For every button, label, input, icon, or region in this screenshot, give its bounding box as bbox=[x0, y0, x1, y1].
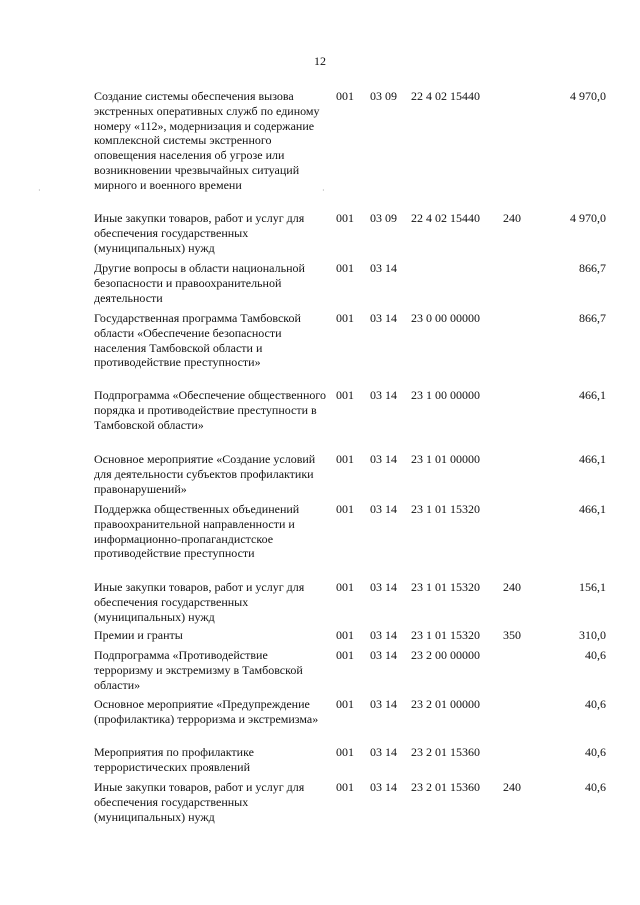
cell-sec: 03 14 bbox=[370, 580, 397, 594]
cell-sec: 03 14 bbox=[370, 388, 397, 402]
cell-adm: 001 bbox=[336, 697, 354, 711]
scan-dot: · bbox=[322, 186, 325, 195]
cell-name: Создание системы обеспечения вызова экстренных оперативных служб по единому номеру «112», модернизация и содержание комплексной системы экстренного оповещения населения об угрозе или возникновении чрезвычайных ситуаций мирного и военного времени bbox=[94, 89, 320, 192]
cell-sum: 466,1 bbox=[579, 388, 606, 402]
cell-sec: 03 14 bbox=[370, 697, 397, 711]
cell-prg: 22 4 02 15440 bbox=[411, 211, 480, 225]
cell-sum: 156,1 bbox=[579, 580, 606, 594]
cell-sec: 03 14 bbox=[370, 311, 397, 325]
cell-adm: 001 bbox=[336, 628, 354, 642]
cell-sec: 03 14 bbox=[370, 502, 397, 516]
cell-sum: 866,7 bbox=[579, 261, 606, 275]
cell-prg: 23 0 00 00000 bbox=[411, 311, 480, 325]
cell-name: Основное мероприятие «Предупреждение (профилактика) терроризма и экстремизма» bbox=[94, 697, 319, 726]
cell-sum: 40,6 bbox=[585, 745, 606, 759]
cell-name: Мероприятия по профилактике террористических проявлений bbox=[94, 745, 254, 774]
cell-sum: 40,6 bbox=[585, 780, 606, 794]
cell-sec: 03 09 bbox=[370, 211, 397, 225]
cell-sum: 40,6 bbox=[585, 697, 606, 711]
cell-vr: 240 bbox=[503, 580, 521, 594]
cell-name: Иные закупки товаров, работ и услуг для обеспечения государственных (муниципальных) нужд bbox=[94, 211, 305, 255]
cell-sum: 466,1 bbox=[579, 452, 606, 466]
cell-prg: 23 2 01 15360 bbox=[411, 780, 480, 794]
cell-sec: 03 14 bbox=[370, 648, 397, 662]
cell-sum: 4 970,0 bbox=[570, 89, 606, 103]
cell-prg: 23 1 01 15320 bbox=[411, 502, 480, 516]
cell-adm: 001 bbox=[336, 580, 354, 594]
cell-prg: 23 1 00 00000 bbox=[411, 388, 480, 402]
cell-name: Основное мероприятие «Создание условий для деятельности субъектов профилактики правонарушений» bbox=[94, 452, 316, 496]
cell-name: Поддержка общественных объединений правоохранительной направленности и информационно-пропагандистское противодействие преступности bbox=[94, 502, 300, 561]
cell-name: Иные закупки товаров, работ и услуг для обеспечения государственных (муниципальных) нужд bbox=[94, 780, 305, 824]
cell-adm: 001 bbox=[336, 388, 354, 402]
cell-name: Премии и гранты bbox=[94, 628, 183, 642]
cell-vr: 240 bbox=[503, 780, 521, 794]
cell-prg: 23 2 01 15360 bbox=[411, 745, 480, 759]
cell-name: Другие вопросы в области национальной безопасности и правоохранительной деятельности bbox=[94, 261, 305, 305]
cell-adm: 001 bbox=[336, 311, 354, 325]
cell-adm: 001 bbox=[336, 648, 354, 662]
cell-sum: 866,7 bbox=[579, 311, 606, 325]
cell-sum: 4 970,0 bbox=[570, 211, 606, 225]
cell-adm: 001 bbox=[336, 261, 354, 275]
cell-adm: 001 bbox=[336, 452, 354, 466]
cell-sum: 466,1 bbox=[579, 502, 606, 516]
cell-sum: 310,0 bbox=[579, 628, 606, 642]
cell-name: Подпрограмма «Обеспечение общественного порядка и противодействие преступности в Тамбовской области» bbox=[94, 388, 327, 432]
cell-prg: 23 2 01 00000 bbox=[411, 697, 480, 711]
scan-dot: · bbox=[38, 186, 41, 195]
cell-prg: 23 1 01 00000 bbox=[411, 452, 480, 466]
cell-name: Подпрограмма «Противодействие терроризму и экстремизму в Тамбовской области» bbox=[94, 648, 303, 692]
cell-name: Государственная программа Тамбовской области «Обеспечение безопасности населения Тамбовской области и противодействие преступности» bbox=[94, 311, 301, 370]
cell-sum: 40,6 bbox=[585, 648, 606, 662]
cell-adm: 001 bbox=[336, 211, 354, 225]
cell-adm: 001 bbox=[336, 780, 354, 794]
cell-adm: 001 bbox=[336, 745, 354, 759]
cell-sec: 03 14 bbox=[370, 452, 397, 466]
cell-name: Иные закупки товаров, работ и услуг для обеспечения государственных (муниципальных) нужд bbox=[94, 580, 305, 624]
cell-adm: 001 bbox=[336, 89, 354, 103]
cell-adm: 001 bbox=[336, 502, 354, 516]
cell-prg: 23 2 00 00000 bbox=[411, 648, 480, 662]
cell-sec: 03 14 bbox=[370, 745, 397, 759]
cell-sec: 03 14 bbox=[370, 261, 397, 275]
cell-sec: 03 14 bbox=[370, 780, 397, 794]
cell-vr: 240 bbox=[503, 211, 521, 225]
cell-prg: 22 4 02 15440 bbox=[411, 89, 480, 103]
cell-prg: 23 1 01 15320 bbox=[411, 628, 480, 642]
cell-sec: 03 09 bbox=[370, 89, 397, 103]
page-number: 12 bbox=[314, 54, 326, 68]
cell-prg: 23 1 01 15320 bbox=[411, 580, 480, 594]
cell-sec: 03 14 bbox=[370, 628, 397, 642]
cell-vr: 350 bbox=[503, 628, 521, 642]
